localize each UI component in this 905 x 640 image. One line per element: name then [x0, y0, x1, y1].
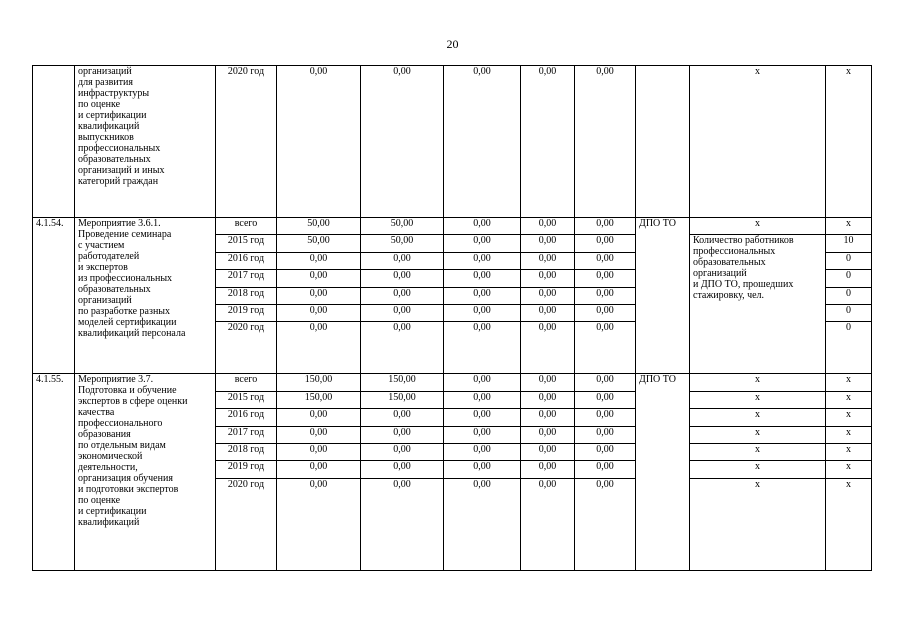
indicator-value-cell: х — [826, 391, 872, 408]
year-cell: 2020 год — [216, 66, 277, 218]
amount-cell: 0,00 — [575, 287, 636, 304]
amount-cell: 0,00 — [444, 304, 521, 321]
indicator-cell: х — [690, 409, 826, 426]
year-cell: 2017 год — [216, 270, 277, 287]
amount-cell: 50,00 — [361, 235, 444, 252]
indicator-value-cell: 10 — [826, 235, 872, 252]
indicator-description-cell: Количество работников профессиональных образовательных организаций и ДПО ТО, прошедших стажировку, чел. — [690, 235, 826, 374]
indicator-cell: х — [690, 391, 826, 408]
amount-cell: 150,00 — [361, 391, 444, 408]
amount-cell: 0,00 — [575, 409, 636, 426]
amount-cell: 0,00 — [361, 409, 444, 426]
amount-cell: 150,00 — [361, 374, 444, 391]
amount-cell: 0,00 — [521, 322, 575, 374]
amount-cell: 0,00 — [521, 235, 575, 252]
amount-cell: 50,00 — [361, 218, 444, 235]
executor-cell — [636, 66, 690, 218]
amount-total-cell: 0,00 — [277, 409, 361, 426]
amount-cell: 0,00 — [521, 426, 575, 443]
amount-cell: 0,00 — [575, 374, 636, 391]
amount-cell: 0,00 — [361, 304, 444, 321]
executor-cell: ДПО ТО — [636, 374, 690, 570]
year-cell: 2015 год — [216, 235, 277, 252]
amount-total-cell: 0,00 — [277, 252, 361, 269]
year-cell: 2016 год — [216, 409, 277, 426]
indicator-cell: х — [690, 66, 826, 218]
amount-cell: 0,00 — [361, 443, 444, 460]
row-number-cell — [33, 66, 75, 218]
table-row — [33, 218, 872, 235]
amount-cell: 0,00 — [575, 443, 636, 460]
amount-cell: 0,00 — [575, 270, 636, 287]
program-table — [32, 65, 872, 571]
amount-cell: 0,00 — [444, 478, 521, 570]
year-cell: всего — [216, 374, 277, 391]
indicator-value-cell: х — [826, 218, 872, 235]
indicator-value-cell: 0 — [826, 287, 872, 304]
amount-cell: 0,00 — [521, 461, 575, 478]
amount-total-cell: 0,00 — [277, 478, 361, 570]
indicator-value-cell: х — [826, 426, 872, 443]
amount-total-cell: 150,00 — [277, 391, 361, 408]
year-cell: 2019 год — [216, 461, 277, 478]
amount-cell: 0,00 — [361, 461, 444, 478]
amount-cell: 0,00 — [444, 443, 521, 460]
executor-cell: ДПО ТО — [636, 218, 690, 374]
amount-cell: 0,00 — [521, 409, 575, 426]
indicator-value-cell: х — [826, 374, 872, 391]
amount-cell: 0,00 — [361, 66, 444, 218]
indicator-cell: х — [690, 443, 826, 460]
amount-cell: 0,00 — [521, 252, 575, 269]
amount-cell: 0,00 — [521, 218, 575, 235]
amount-cell: 0,00 — [444, 391, 521, 408]
year-cell: 2019 год — [216, 304, 277, 321]
amount-total-cell: 0,00 — [277, 461, 361, 478]
row-number-cell: 4.1.55. — [33, 374, 75, 570]
amount-cell: 0,00 — [575, 66, 636, 218]
amount-cell: 0,00 — [521, 478, 575, 570]
indicator-value-cell: 0 — [826, 322, 872, 374]
indicator-value-cell: 0 — [826, 304, 872, 321]
indicator-value-cell: 0 — [826, 252, 872, 269]
amount-total-cell: 0,00 — [277, 304, 361, 321]
amount-cell: 0,00 — [575, 478, 636, 570]
amount-cell: 0,00 — [521, 304, 575, 321]
indicator-cell: х — [690, 218, 826, 235]
indicator-cell: х — [690, 426, 826, 443]
amount-cell: 0,00 — [444, 374, 521, 391]
measure-name-cell: Мероприятие 3.6.1. Проведение семинара с участием работодателей и экспертов из профессиональных образовательных организаций по разработке разных моделей сертификации квалификаций персонала — [75, 218, 216, 374]
amount-total-cell: 0,00 — [277, 66, 361, 218]
row-number-cell: 4.1.54. — [33, 218, 75, 374]
amount-total-cell: 0,00 — [277, 287, 361, 304]
amount-cell: 0,00 — [521, 270, 575, 287]
amount-cell: 0,00 — [575, 218, 636, 235]
amount-cell: 0,00 — [521, 374, 575, 391]
amount-cell: 0,00 — [361, 270, 444, 287]
amount-cell: 0,00 — [575, 304, 636, 321]
amount-cell: 0,00 — [444, 322, 521, 374]
amount-cell: 0,00 — [361, 426, 444, 443]
amount-total-cell: 150,00 — [277, 374, 361, 391]
year-cell: 2018 год — [216, 287, 277, 304]
amount-cell: 0,00 — [444, 218, 521, 235]
amount-cell: 0,00 — [444, 287, 521, 304]
year-cell: 2020 год — [216, 478, 277, 570]
amount-cell: 0,00 — [575, 252, 636, 269]
indicator-value-cell: х — [826, 478, 872, 570]
year-cell: 2018 год — [216, 443, 277, 460]
amount-cell: 0,00 — [361, 287, 444, 304]
indicator-value-cell: 0 — [826, 270, 872, 287]
amount-cell: 0,00 — [361, 322, 444, 374]
amount-cell: 0,00 — [521, 443, 575, 460]
year-cell: всего — [216, 218, 277, 235]
amount-cell: 0,00 — [444, 66, 521, 218]
amount-cell: 0,00 — [444, 426, 521, 443]
indicator-cell: х — [690, 461, 826, 478]
year-cell: 2015 год — [216, 391, 277, 408]
year-cell: 2017 год — [216, 426, 277, 443]
amount-total-cell: 50,00 — [277, 218, 361, 235]
indicator-value-cell: х — [826, 409, 872, 426]
amount-cell: 0,00 — [575, 461, 636, 478]
year-cell: 2016 год — [216, 252, 277, 269]
amount-cell: 0,00 — [444, 409, 521, 426]
amount-cell: 0,00 — [575, 322, 636, 374]
amount-cell: 0,00 — [444, 270, 521, 287]
amount-cell: 0,00 — [444, 252, 521, 269]
indicator-cell: х — [690, 374, 826, 391]
year-cell: 2020 год — [216, 322, 277, 374]
measure-name-cell: организаций для развития инфраструктуры по оценке и сертификации квалификаций выпускников профессиональных образовательных организаций и иных категорий граждан — [75, 66, 216, 218]
table-row — [33, 66, 872, 218]
amount-cell: 0,00 — [521, 391, 575, 408]
amount-cell: 0,00 — [444, 461, 521, 478]
table-row — [33, 374, 872, 391]
amount-total-cell: 0,00 — [277, 270, 361, 287]
amount-cell: 0,00 — [521, 287, 575, 304]
page-number: 20 — [446, 37, 459, 51]
indicator-cell: х — [690, 478, 826, 570]
amount-cell: 0,00 — [361, 252, 444, 269]
indicator-value-cell: х — [826, 66, 872, 218]
amount-total-cell: 50,00 — [277, 235, 361, 252]
amount-cell: 0,00 — [575, 426, 636, 443]
amount-cell: 0,00 — [575, 391, 636, 408]
amount-cell: 0,00 — [575, 235, 636, 252]
amount-cell: 0,00 — [521, 66, 575, 218]
amount-total-cell: 0,00 — [277, 426, 361, 443]
indicator-value-cell: х — [826, 443, 872, 460]
amount-cell: 0,00 — [444, 235, 521, 252]
indicator-value-cell: х — [826, 461, 872, 478]
amount-total-cell: 0,00 — [277, 443, 361, 460]
measure-name-cell: Мероприятие 3.7. Подготовка и обучение экспертов в сфере оценки качества профессионального образования по отдельным видам экономической деятельности, организация обучения и подготовки экспертов по оценке и сертификации квалификаций — [75, 374, 216, 570]
amount-cell: 0,00 — [361, 478, 444, 570]
amount-total-cell: 0,00 — [277, 322, 361, 374]
